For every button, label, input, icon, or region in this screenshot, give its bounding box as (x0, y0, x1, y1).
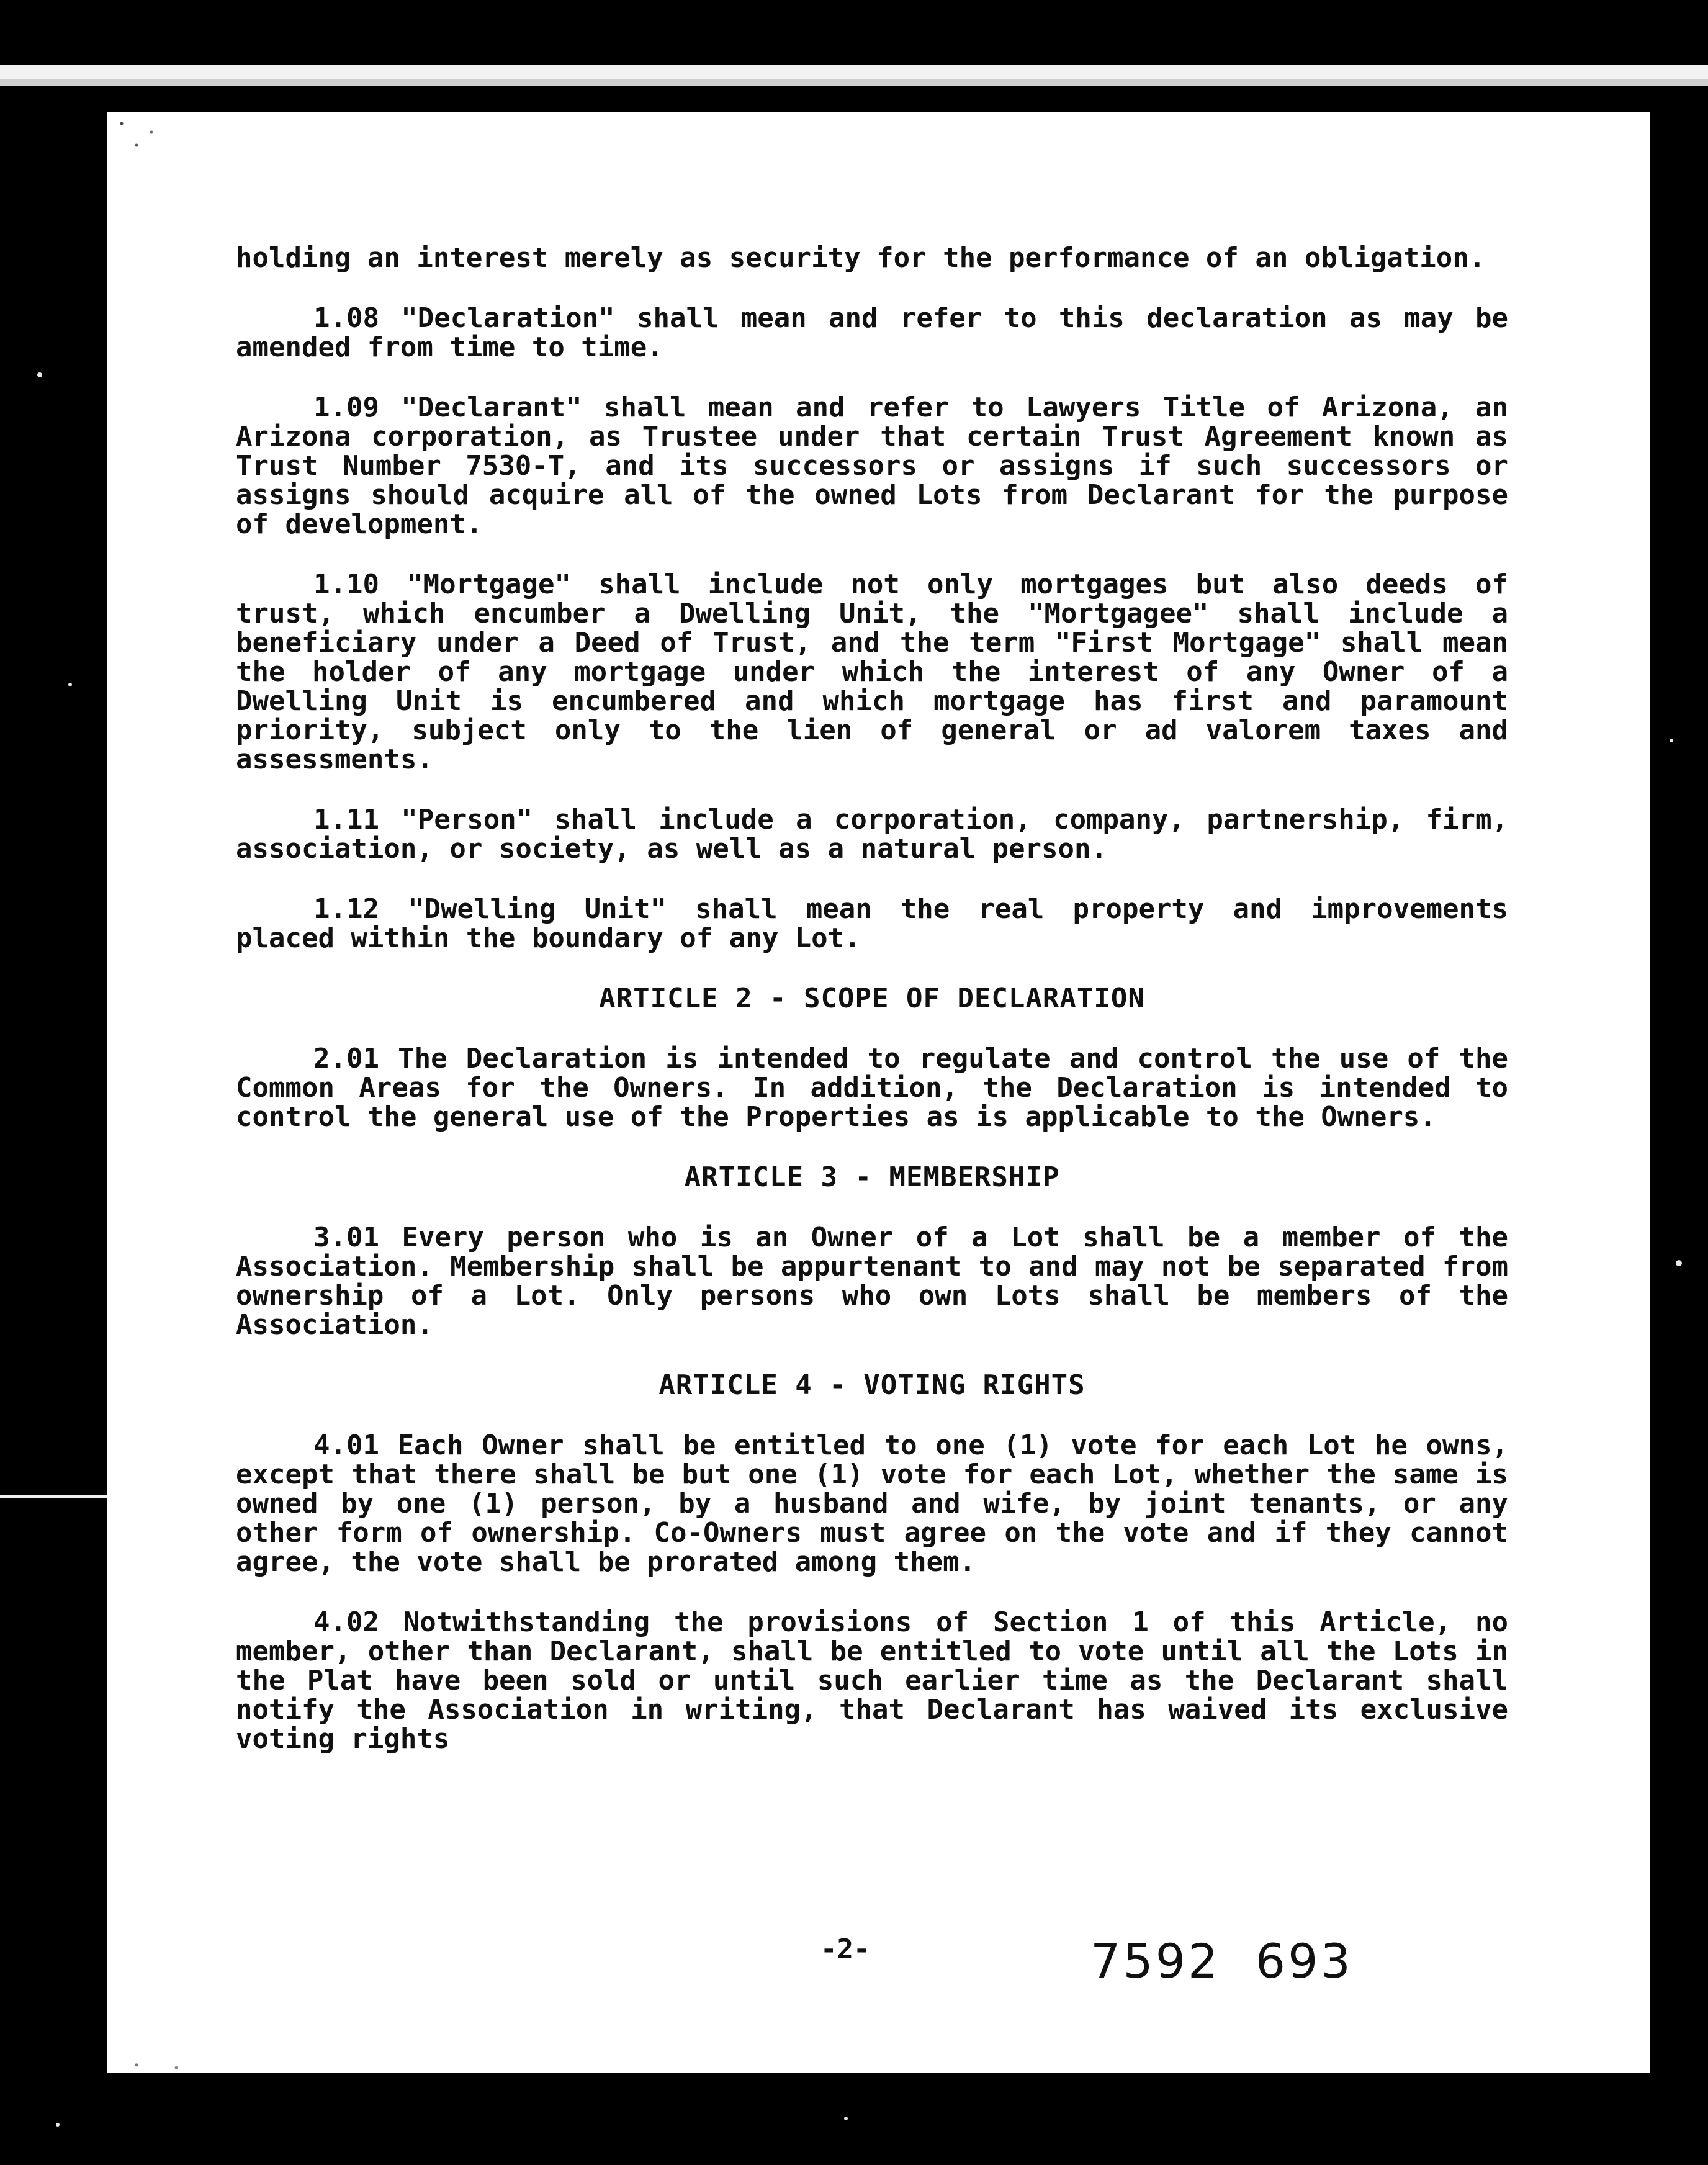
page-number: -2- (820, 1933, 870, 1965)
paragraph-continuation (236, 243, 1508, 272)
paragraph-text: 1.10 "Mortgage" shall include not only mortgages but also deeds of trust, which encumber a Dwelling Unit, the "Mortgagee" shall include a beneficiary under a Deed of Trust, and the term "First Mortgage" shall mean the holder of any mortgage under which the interest of any Owner of a Dwelling Unit is encumbered and which mortgage has first and paramount priority, subject only to the lien of general or ad valorem taxes and assessments. (236, 569, 1508, 775)
section-4-01 (236, 1431, 1508, 1577)
scan-noise-bottom (107, 2059, 206, 2073)
scan-speck (1670, 739, 1673, 742)
article-4-heading: ARTICLE 4 - VOTING RIGHTS (658, 1369, 1085, 1401)
paragraph-text: 4.01 Each Owner shall be entitled to one (1) vote for each Lot he owns, except that there shall be but one (1) vote for each Lot, whether the same is owned by one (1) person, by a husband and wife, by joint tenants, or any other form of ownership. Co-Owners must agree on the vote and if they cannot agree, the vote shall be prorated among them. (236, 1429, 1508, 1578)
document-body (236, 243, 1508, 1785)
section-3-01 (236, 1223, 1508, 1339)
definition-1-10 (236, 570, 1508, 774)
recording-stamp-number: 7592 693 (1090, 1933, 1353, 1989)
paragraph-text: 1.08 "Declaration" shall mean and refer to this declaration as may be amended from time to time. (236, 302, 1508, 363)
definition-1-11 (236, 805, 1508, 863)
paragraph-text: 1.12 "Dwelling Unit" shall mean the real property and improvements placed within the boundary of any Lot. (236, 893, 1508, 954)
paragraph-text: 4.02 Notwithstanding the provisions of Section 1 of this Article, no member, other than Declarant, shall be entitled to vote until all the Lots in the Plat have been sold or until such earlier time as the Declarant shall notify the Association in writing, that Declarant has waived its exclusive voting rights (236, 1606, 1508, 1755)
paragraph-text: 1.11 "Person" shall include a corporation, company, partnership, firm, association, or society, as well as a natural person. (236, 804, 1508, 865)
section-4-02 (236, 1608, 1508, 1753)
paragraph-text: holding an interest merely as security for the performance of an obligation. (236, 242, 1486, 274)
document-page (107, 112, 1650, 2073)
article-3-heading: ARTICLE 3 - MEMBERSHIP (684, 1161, 1060, 1193)
definition-1-09 (236, 393, 1508, 539)
scan-noise-corner (107, 110, 181, 154)
scanner-left-mark (0, 1495, 118, 1498)
scan-speck (68, 683, 72, 686)
definition-1-08 (236, 304, 1508, 362)
scan-speck (1676, 1260, 1682, 1266)
scan-speck (37, 372, 42, 377)
section-2-01 (236, 1044, 1508, 1132)
scan-speck (844, 2117, 848, 2120)
scanner-top-edge (0, 79, 1708, 86)
paragraph-text: 2.01 The Declaration is intended to regulate and control the use of the Common Areas for the Owners. In addition, the Declaration is intended to control the general use of the Properties as is applicable to the Owners. (236, 1043, 1508, 1133)
paragraph-text: 1.09 "Declarant" shall mean and refer to Lawyers Title of Arizona, an Arizona corporation, as Trustee under that certain Trust Agreement known as Trust Number 7530-T, and its successors or assigns if such successors or assigns should acquire all of the owned Lots from Declarant for the purpose of development. (236, 392, 1508, 540)
paragraph-text: 3.01 Every person who is an Owner of a Lot shall be a member of the Association. Membership shall be appurtenant to and may not be separated from ownership of a Lot. Only persons who own Lots shall be members of the Association. (236, 1222, 1508, 1341)
article-2-heading: ARTICLE 2 - SCOPE OF DECLARATION (599, 983, 1145, 1014)
definition-1-12 (236, 894, 1508, 953)
scan-speck (56, 2123, 60, 2127)
